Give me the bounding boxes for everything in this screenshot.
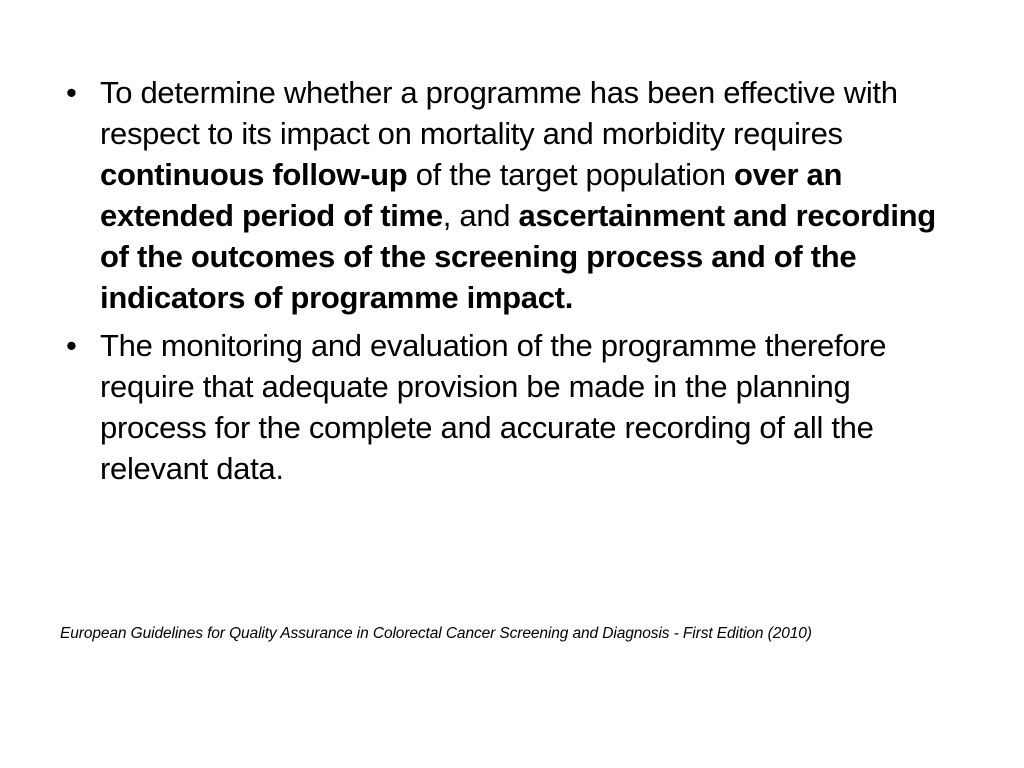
bullet-1-bold-ascertainment: ascertainment and recording of the outcomes of the screening process and of the indicators of programme impact. xyxy=(100,198,936,315)
bullet-item-1 xyxy=(60,72,960,318)
bullet-2-text: The monitoring and evaluation of the programme therefore require that adequate provision be made in the planning process for the complete and accurate recording of all the relevant data. xyxy=(100,328,887,486)
bullet-1-bold-continuous-follow-up: continuous follow-up xyxy=(100,157,408,192)
bullet-icon: • xyxy=(66,328,77,363)
citation: European Guidelines for Quality Assurance in Colorectal Cancer Screening and Diagnosis - First Edition (2010) xyxy=(60,625,812,642)
bullet-1-text-2: of the target population xyxy=(407,157,734,192)
bullet-1-bold-extended-period: over an extended period of time xyxy=(100,157,843,233)
bullet-item-2 xyxy=(60,325,960,489)
bullet-icon: • xyxy=(66,75,77,110)
bullet-list xyxy=(60,72,960,496)
bullet-1-text-1: To determine whether a programme has been effective with respect to its impact on mortality and morbidity requires xyxy=(100,75,898,151)
bullet-1-text-3: , and xyxy=(442,198,519,233)
